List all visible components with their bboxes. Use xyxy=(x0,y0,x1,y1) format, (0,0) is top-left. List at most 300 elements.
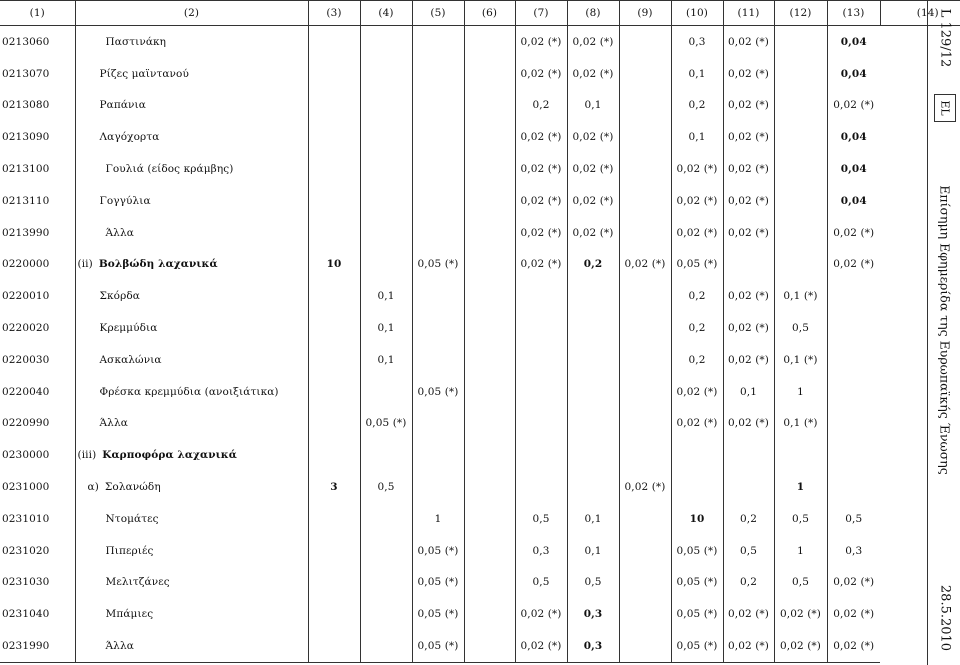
residue-limit-cell xyxy=(619,376,671,408)
residue-limit-cell xyxy=(464,535,515,567)
residue-limit-cell xyxy=(619,439,671,471)
product-name: Άλλα xyxy=(105,640,134,653)
residue-limit-cell: 0,1 xyxy=(567,535,619,567)
product-name-cell xyxy=(75,249,308,281)
residue-limit-cell: 0,2 xyxy=(671,312,723,344)
residue-limit-cell: 0,04 xyxy=(827,185,880,217)
residue-limit-cell xyxy=(619,26,671,58)
table-row xyxy=(0,344,960,376)
residue-limit-cell xyxy=(308,408,360,440)
residue-limit-cell: 0,5 xyxy=(515,567,567,599)
residue-limit-cell xyxy=(774,185,827,217)
residue-limit-cell: 0,1 xyxy=(360,280,412,312)
residue-limit-cell xyxy=(308,90,360,122)
journal-reference: L 129/12 xyxy=(937,8,952,68)
product-code: 0220010 xyxy=(2,290,50,303)
residue-limit-cell xyxy=(619,567,671,599)
residue-limit-cell: 0,02 (*) xyxy=(827,90,880,122)
residue-limit-cell xyxy=(464,58,515,90)
residue-limit-cell: 0,02 (*) xyxy=(774,598,827,630)
residue-limit-cell: 0,02 (*) xyxy=(671,376,723,408)
residue-limit-cell: 1 xyxy=(774,376,827,408)
residue-limit-cell xyxy=(412,58,464,90)
residue-limit-cell: 0,5 xyxy=(723,535,774,567)
residue-limit-cell: 0,2 xyxy=(723,567,774,599)
residue-limit-cell: 0,05 (*) xyxy=(671,630,723,662)
residue-limit-cell: 0,02 (*) xyxy=(515,630,567,662)
residue-limit-cell xyxy=(360,376,412,408)
residue-limit-cell: 0,1 xyxy=(567,503,619,535)
table-row xyxy=(0,249,960,281)
residue-limit-cell: 0,02 (*) xyxy=(723,312,774,344)
product-name-cell xyxy=(75,439,308,471)
residue-limit-cell xyxy=(723,439,774,471)
residue-limit-cell xyxy=(827,408,880,440)
product-name: Σολανώδη xyxy=(104,481,161,494)
residue-limit-cell: 0,3 xyxy=(567,630,619,662)
residue-limit-cell: 0,1 xyxy=(360,312,412,344)
residue-limit-cell xyxy=(412,26,464,58)
residue-limit-cell: 0,3 xyxy=(567,598,619,630)
column-header: (3) xyxy=(308,1,360,26)
residue-limit-cell xyxy=(308,185,360,217)
column-header: (9) xyxy=(619,1,671,26)
residue-limit-cell xyxy=(515,312,567,344)
column-header: (6) xyxy=(464,1,515,26)
residue-limit-cell xyxy=(774,121,827,153)
residue-limit-cell: 0,02 (*) xyxy=(567,153,619,185)
residue-limit-cell xyxy=(464,408,515,440)
residue-limit-cell: 0,05 (*) xyxy=(671,535,723,567)
residue-limit-cell: 0,05 (*) xyxy=(412,567,464,599)
table-row xyxy=(0,535,960,567)
residue-limit-cell xyxy=(412,90,464,122)
table-row xyxy=(0,90,960,122)
residue-limit-cell xyxy=(827,344,880,376)
residue-limit-cell: 0,5 xyxy=(774,567,827,599)
residue-limit-cell: 3 xyxy=(308,471,360,503)
residue-limit-cell xyxy=(360,185,412,217)
product-code: 0220000 xyxy=(2,258,50,271)
residue-limit-cell xyxy=(412,439,464,471)
column-header: (11) xyxy=(723,1,774,26)
product-name-cell xyxy=(75,598,308,630)
product-name-cell xyxy=(75,471,308,503)
residue-limit-cell: 0,02 (*) xyxy=(671,185,723,217)
residue-limit-cell xyxy=(827,376,880,408)
residue-limit-cell xyxy=(412,121,464,153)
residue-limit-cell: 1 xyxy=(774,471,827,503)
residue-limit-cell xyxy=(308,217,360,249)
residue-limit-cell xyxy=(567,312,619,344)
residue-limit-cell: 0,05 (*) xyxy=(412,249,464,281)
residue-limit-cell xyxy=(412,471,464,503)
residue-limit-cell xyxy=(774,249,827,281)
residue-limit-cell xyxy=(308,153,360,185)
residue-limit-cell xyxy=(515,376,567,408)
product-name-cell xyxy=(75,535,308,567)
product-name: Σκόρδα xyxy=(99,290,140,303)
residue-limit-cell xyxy=(412,153,464,185)
residue-limit-cell xyxy=(412,280,464,312)
product-name: Κρεμμύδια xyxy=(99,322,158,335)
residue-limit-cell: 0,02 (*) xyxy=(619,471,671,503)
journal-title: Επίσημη Εφημερίδα της Ευρωπαϊκής Ένωσης xyxy=(937,185,952,475)
residue-limit-cell xyxy=(619,630,671,662)
product-code: 0213110 xyxy=(2,194,50,207)
residue-limit-cell xyxy=(515,344,567,376)
residue-limit-cell: 0,5 xyxy=(827,503,880,535)
residue-limit-cell xyxy=(464,471,515,503)
residue-limit-cell: 0,2 xyxy=(515,90,567,122)
residue-limit-cell xyxy=(515,408,567,440)
product-name: Ρίζες μαϊντανού xyxy=(99,67,189,80)
residue-limit-cell: 0,04 xyxy=(827,58,880,90)
residue-limit-cell: 0,02 (*) xyxy=(567,217,619,249)
residue-limit-cell: 0,05 (*) xyxy=(671,567,723,599)
residue-limit-cell: 0,2 xyxy=(567,249,619,281)
residue-limit-cell xyxy=(360,58,412,90)
residue-limit-cell: 0,3 xyxy=(671,26,723,58)
residue-limit-cell: 0,05 (*) xyxy=(360,408,412,440)
residue-limit-cell xyxy=(464,153,515,185)
residue-limit-cell xyxy=(412,185,464,217)
product-name-cell xyxy=(75,408,308,440)
product-name-cell xyxy=(75,630,308,662)
residue-limit-cell xyxy=(619,535,671,567)
residue-limit-cell xyxy=(308,280,360,312)
residue-limit-cell: 0,02 (*) xyxy=(515,249,567,281)
residue-limit-cell: 0,05 (*) xyxy=(412,598,464,630)
residue-limit-cell xyxy=(360,90,412,122)
residue-limit-cell: 0,02 (*) xyxy=(827,249,880,281)
table-row xyxy=(0,26,960,58)
product-name-cell xyxy=(75,185,308,217)
residue-limit-cell: 0,02 (*) xyxy=(671,153,723,185)
residue-limit-cell xyxy=(360,153,412,185)
product-code: 0231020 xyxy=(2,544,50,557)
residue-limit-cell: 0,05 (*) xyxy=(671,598,723,630)
residue-limit-cell xyxy=(464,249,515,281)
column-header: (7) xyxy=(515,1,567,26)
residue-limit-cell xyxy=(567,344,619,376)
residue-limit-cell: 0,02 (*) xyxy=(723,598,774,630)
residue-limit-cell: 10 xyxy=(308,249,360,281)
journal-sidebar xyxy=(927,0,960,665)
residue-limit-cell: 0,02 (*) xyxy=(827,630,880,662)
residue-limit-cell xyxy=(464,630,515,662)
residue-limit-cell xyxy=(515,280,567,312)
residue-limit-cell xyxy=(774,58,827,90)
residue-limit-cell xyxy=(360,630,412,662)
residue-limit-cell: 0,1 (*) xyxy=(774,280,827,312)
residue-limit-cell xyxy=(827,439,880,471)
table-row xyxy=(0,58,960,90)
residue-limit-cell xyxy=(619,153,671,185)
residue-limit-cell xyxy=(567,471,619,503)
residue-limit-cell xyxy=(723,471,774,503)
product-name-cell xyxy=(75,312,308,344)
product-name: Λαγόχορτα xyxy=(99,131,160,144)
residue-limit-cell xyxy=(774,26,827,58)
product-name-cell xyxy=(75,280,308,312)
table-row xyxy=(0,153,960,185)
residue-limit-cell xyxy=(464,217,515,249)
product-code: 0231990 xyxy=(0,630,75,662)
residue-limit-cell xyxy=(464,503,515,535)
product-name: Ραπάνια xyxy=(99,99,146,112)
residue-limit-cell xyxy=(360,439,412,471)
residue-limit-cell: 0,02 (*) xyxy=(723,280,774,312)
column-header: (4) xyxy=(360,1,412,26)
residue-limit-cell xyxy=(619,217,671,249)
residue-limit-cell xyxy=(412,408,464,440)
residue-limit-cell: 0,04 xyxy=(827,153,880,185)
product-name: Ασκαλώνια xyxy=(99,353,162,366)
residue-limit-cell xyxy=(774,217,827,249)
product-name: Πιπεριές xyxy=(105,544,154,557)
residue-limit-cell: 0,02 (*) xyxy=(723,408,774,440)
residue-limit-cell: 0,02 (*) xyxy=(827,217,880,249)
product-name-cell xyxy=(75,58,308,90)
product-code: 0220040 xyxy=(2,385,50,398)
residue-limit-cell: 0,2 xyxy=(671,90,723,122)
residue-limit-cell xyxy=(308,535,360,567)
residue-limit-cell xyxy=(464,121,515,153)
residue-limit-cell: 0,02 (*) xyxy=(723,121,774,153)
residue-limit-cell xyxy=(671,439,723,471)
residue-limit-cell: 0,02 (*) xyxy=(619,249,671,281)
residue-limit-cell xyxy=(619,58,671,90)
residue-limit-cell: 0,02 (*) xyxy=(774,630,827,662)
product-name: Μελιτζάνες xyxy=(105,576,170,589)
group-prefix: (ii) xyxy=(77,258,93,271)
product-name: Γογγύλια xyxy=(99,194,151,207)
residue-limit-cell xyxy=(308,630,360,662)
product-name-cell xyxy=(75,376,308,408)
product-code: 0230000 xyxy=(2,449,50,462)
residue-limit-cell xyxy=(308,26,360,58)
residue-limit-cell: 0,2 xyxy=(671,344,723,376)
column-header: (10) xyxy=(671,1,723,26)
residue-limit-cell xyxy=(619,90,671,122)
residue-limit-cell xyxy=(464,344,515,376)
residue-limit-cell xyxy=(671,471,723,503)
residue-limit-cell xyxy=(464,567,515,599)
residue-limit-cell: 0,1 xyxy=(360,344,412,376)
residue-limit-cell xyxy=(464,90,515,122)
residue-limit-cell xyxy=(774,153,827,185)
residue-limit-cell xyxy=(360,26,412,58)
residue-limit-cell: 0,02 (*) xyxy=(515,58,567,90)
residue-limit-cell xyxy=(360,598,412,630)
residue-limit-cell: 0,2 xyxy=(723,503,774,535)
residue-limit-cell: 0,05 (*) xyxy=(412,376,464,408)
product-code: 0213090 xyxy=(2,131,50,144)
product-name: Καρποφόρα λαχανικά xyxy=(102,449,237,462)
product-name: Παστινάκη xyxy=(105,35,167,48)
residue-limit-cell xyxy=(723,249,774,281)
product-code: 0213100 xyxy=(2,163,50,176)
residue-limit-cell: 0,02 (*) xyxy=(671,217,723,249)
product-code: 0231030 xyxy=(2,576,50,589)
product-name-cell xyxy=(75,121,308,153)
residue-limit-cell: 0,5 xyxy=(774,503,827,535)
residue-limit-cell: 0,02 (*) xyxy=(723,26,774,58)
residue-limit-cell: 0,1 (*) xyxy=(774,408,827,440)
residue-limit-cell xyxy=(515,439,567,471)
residue-limit-cell xyxy=(567,376,619,408)
column-header: (2) xyxy=(75,1,308,26)
residue-limit-cell xyxy=(774,90,827,122)
residue-limit-cell: 0,02 (*) xyxy=(723,185,774,217)
residue-limit-cell: 0,02 (*) xyxy=(515,121,567,153)
group-prefix: α) xyxy=(87,481,99,494)
product-code: 0231010 xyxy=(2,512,50,525)
column-header: (5) xyxy=(412,1,464,26)
residue-limit-cell xyxy=(360,535,412,567)
residue-limit-cell xyxy=(515,471,567,503)
product-name-cell xyxy=(75,153,308,185)
publication-date: 28.5.2010 xyxy=(937,584,952,652)
residue-limit-cell xyxy=(412,312,464,344)
residue-limit-cell: 0,2 xyxy=(671,280,723,312)
residue-limit-cell: 0,02 (*) xyxy=(723,344,774,376)
residue-limit-cell xyxy=(308,439,360,471)
group-prefix: (iii) xyxy=(77,449,97,462)
residue-limit-cell xyxy=(308,503,360,535)
residue-limit-cell: 0,02 (*) xyxy=(515,153,567,185)
residue-limit-cell xyxy=(567,280,619,312)
residue-limit-cell xyxy=(360,121,412,153)
table-row xyxy=(0,185,960,217)
language-badge xyxy=(934,94,956,122)
product-name-cell xyxy=(75,567,308,599)
residue-limit-cell xyxy=(774,439,827,471)
residue-limit-cell: 10 xyxy=(671,503,723,535)
table-row xyxy=(0,471,960,503)
residue-limit-cell xyxy=(619,280,671,312)
residue-limit-cell xyxy=(827,280,880,312)
column-header: (13) xyxy=(827,1,880,26)
residue-limit-cell xyxy=(619,503,671,535)
product-name: Άλλα xyxy=(99,417,128,430)
residue-limit-cell xyxy=(360,503,412,535)
residue-limit-cell: 0,02 (*) xyxy=(567,121,619,153)
residue-limit-cell xyxy=(464,26,515,58)
residue-limit-cell: 0,1 xyxy=(723,376,774,408)
residue-limit-cell xyxy=(464,312,515,344)
residue-limit-cell: 0,1 xyxy=(671,121,723,153)
residue-limit-cell: 0,3 xyxy=(515,535,567,567)
residue-limit-cell xyxy=(360,567,412,599)
residue-limit-cell xyxy=(360,217,412,249)
residue-limit-cell xyxy=(827,471,880,503)
product-code: 0220030 xyxy=(2,353,50,366)
residue-limit-cell: 0,1 xyxy=(671,58,723,90)
table-row xyxy=(0,439,960,471)
product-name-cell xyxy=(75,26,308,58)
residue-limit-cell: 0,02 (*) xyxy=(567,58,619,90)
column-header: (12) xyxy=(774,1,827,26)
residue-limit-cell: 0,5 xyxy=(515,503,567,535)
product-name-cell xyxy=(75,90,308,122)
residue-limit-cell: 0,02 (*) xyxy=(515,185,567,217)
residue-limit-cell: 0,04 xyxy=(827,26,880,58)
residue-limit-cell xyxy=(827,312,880,344)
product-name-cell xyxy=(75,503,308,535)
residue-limit-cell: 0,5 xyxy=(774,312,827,344)
residue-limit-cell: 0,1 (*) xyxy=(774,344,827,376)
product-code: 0220020 xyxy=(2,322,50,335)
table-row xyxy=(0,312,960,344)
residue-limit-cell xyxy=(308,121,360,153)
residue-limit-cell xyxy=(567,439,619,471)
column-header: (1) xyxy=(0,1,75,26)
residue-limit-cell xyxy=(619,598,671,630)
residue-limit-cell xyxy=(308,312,360,344)
residue-limit-cell xyxy=(464,439,515,471)
table-row xyxy=(0,217,960,249)
residue-limit-cell: 0,02 (*) xyxy=(515,217,567,249)
residue-limit-cell: 0,02 (*) xyxy=(671,408,723,440)
table-row xyxy=(0,280,960,312)
table-row xyxy=(0,503,960,535)
table-row xyxy=(0,598,960,630)
residue-limit-cell xyxy=(412,217,464,249)
product-name: Φρέσκα κρεμμύδια (ανοιξιάτικα) xyxy=(99,385,279,398)
product-name: Ντομάτες xyxy=(105,512,159,525)
residue-limit-cell: 0,04 xyxy=(827,121,880,153)
residue-limit-cell xyxy=(619,121,671,153)
residue-limit-cell: 0,05 (*) xyxy=(412,535,464,567)
residue-limit-cell xyxy=(308,598,360,630)
residue-limit-cell: 1 xyxy=(412,503,464,535)
table-row xyxy=(0,121,960,153)
product-code: 0213990 xyxy=(2,226,50,239)
residue-limit-cell xyxy=(464,185,515,217)
residue-limit-cell xyxy=(464,280,515,312)
product-name: Γουλιά (είδος κράμβης) xyxy=(105,163,234,176)
residue-limit-cell: 0,02 (*) xyxy=(827,598,880,630)
language-code: EL xyxy=(938,100,952,116)
table-row xyxy=(0,376,960,408)
residue-limit-cell: 0,05 (*) xyxy=(671,249,723,281)
product-name: Άλλα xyxy=(105,226,134,239)
residue-limit-cell xyxy=(619,185,671,217)
residue-limit-cell: 0,02 (*) xyxy=(515,26,567,58)
residue-limit-cell: 0,1 xyxy=(567,90,619,122)
residue-limit-cell: 0,05 (*) xyxy=(412,630,464,662)
product-code: 0220990 xyxy=(2,417,50,430)
residue-limit-cell xyxy=(308,376,360,408)
product-name: Βολβώδη λαχανικά xyxy=(98,258,218,271)
product-name: Μπάμιες xyxy=(105,608,154,621)
residue-limit-cell: 0,02 (*) xyxy=(723,217,774,249)
residue-limit-cell: 0,02 (*) xyxy=(827,567,880,599)
table-row xyxy=(0,408,960,440)
table-row xyxy=(0,630,960,662)
residue-limit-cell: 0,02 (*) xyxy=(723,630,774,662)
column-header: (8) xyxy=(567,1,619,26)
residue-limit-cell xyxy=(308,58,360,90)
residue-limit-cell xyxy=(308,567,360,599)
residue-limit-cell: 1 xyxy=(774,535,827,567)
residue-limit-cell: 0,02 (*) xyxy=(567,26,619,58)
column-header: (14) xyxy=(880,1,960,26)
product-code: 0213060 xyxy=(2,35,50,48)
residue-limit-cell xyxy=(412,344,464,376)
